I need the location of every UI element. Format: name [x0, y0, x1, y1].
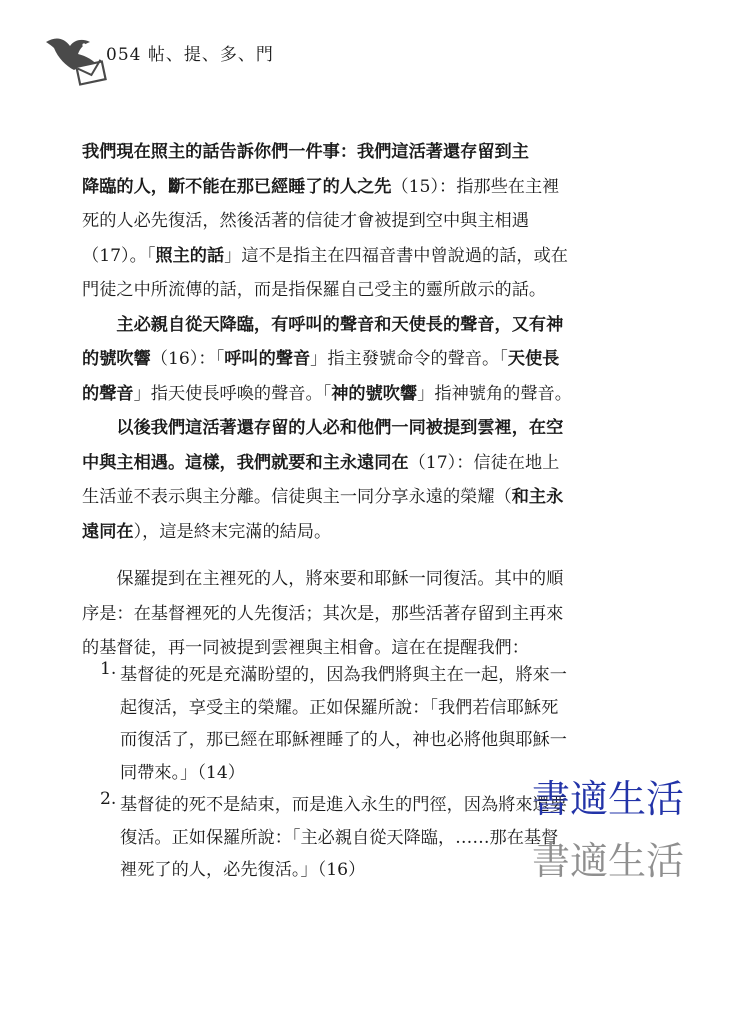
commentary-block	[82, 135, 618, 549]
commentary-text: （15）：指那些在主裡	[391, 176, 560, 197]
bold-scripture-text: 中與主相遇。這樣，我們就要和主永遠同在	[82, 452, 409, 473]
list-line: 而復活了，那已經在耶穌裡睡了的人，神也必將他與耶穌一	[120, 730, 567, 750]
commentary-text: （16）：「	[150, 349, 225, 369]
list-line: 基督徒的死不是結束，而是進入永生的門徑，因為將來還要	[120, 795, 567, 815]
commentary-text: （17）。「	[82, 245, 156, 266]
bold-scripture-text: 主必親自從天降臨，有呼叫的聲音和天使長的聲音，又有神	[82, 314, 564, 335]
list-line: 起復活，享受主的榮耀。正如保羅所說：「我們若信耶穌死	[120, 697, 559, 718]
watermark-blue: 書適生活	[532, 777, 685, 821]
bold-scripture-text: 的聲音	[82, 383, 134, 404]
commentary-text: 」指神號角的聲音。	[417, 383, 572, 404]
commentary-text: 」這不是指主在四福音書中曾說過的話，或在	[224, 245, 568, 266]
commentary-line	[82, 273, 618, 308]
commentary-line	[82, 480, 618, 515]
commentary-text: 死的人必先復活，然後活著的信徒才會被提到空中與主相遇	[82, 211, 529, 231]
commentary-line	[82, 515, 618, 550]
bold-scripture-text: 我們現在照主的話告訴你們一件事：我們這活著還存留到主	[82, 142, 529, 162]
commentary-text: （17）：信徒在地上	[408, 452, 560, 473]
bold-scripture-text: 的號吹響	[82, 349, 151, 369]
summary-block	[82, 562, 618, 666]
bold-scripture-text: 降臨的人，斷不能在那已經睡了的人之先	[82, 176, 392, 197]
bold-scripture-text: 神的號吹響	[331, 383, 418, 404]
commentary-text: 」指天使長呼喚的聲音。「	[133, 383, 332, 404]
commentary-line	[82, 342, 618, 377]
bold-scripture-text: 天使長	[507, 349, 560, 369]
bold-scripture-text: 照主的話	[155, 245, 225, 266]
commentary-text: 」指主發號命令的聲音。「	[310, 349, 508, 369]
commentary-line	[82, 446, 618, 481]
commentary-line	[82, 204, 618, 239]
bold-scripture-text: 以後我們這活著還存留的人必和他們一同被提到雲裡，在空	[82, 418, 564, 438]
bold-scripture-text: 呼叫的聲音	[224, 349, 311, 369]
commentary-line	[82, 308, 618, 343]
commentary-line	[82, 239, 618, 274]
summary-line: 的基督徒，再一同被提到雲裡與主相會。這在在提醒我們：	[82, 638, 529, 658]
summary-line: 保羅提到在主裡死的人，將來要和耶穌一同復活。其中的順	[82, 569, 564, 589]
page-number-and-title: 054 帖、提、多、門	[106, 45, 274, 65]
commentary-line	[82, 377, 618, 412]
bold-scripture-text: 遠同在	[82, 521, 134, 542]
list-line: 基督徒的死是充滿盼望的，因為我們將與主在一起，將來一	[120, 665, 567, 685]
summary-line: 序是：在基督裡死的人先復活；其次是，那些活著存留到主再來	[82, 603, 564, 624]
commentary-text: 門徒之中所流傳的話，而是指保羅自己受主的靈所啟示的話。	[82, 280, 547, 300]
bold-scripture-text: 和主永	[511, 487, 564, 507]
list-number: 1.	[100, 659, 117, 679]
commentary-line	[82, 135, 618, 170]
list-line: 同帶來。」（14）	[120, 762, 245, 783]
dove-with-envelope-icon	[44, 26, 108, 90]
page-header	[44, 26, 444, 86]
list-line: 裡死了的人，必先復活。」（16）	[120, 860, 366, 880]
commentary-line	[82, 411, 618, 446]
commentary-line	[82, 170, 618, 205]
list-line: 復活。正如保羅所說：「主必親自從天降臨，……那在基督	[120, 827, 559, 848]
watermark-gray: 書適生活	[532, 839, 685, 883]
commentary-text: ），這是終末完滿的結局。	[133, 521, 332, 542]
list-number: 2.	[100, 789, 117, 809]
commentary-text: 生活並不表示與主分離。信徒與主一同分享永遠的榮耀（	[82, 487, 512, 507]
